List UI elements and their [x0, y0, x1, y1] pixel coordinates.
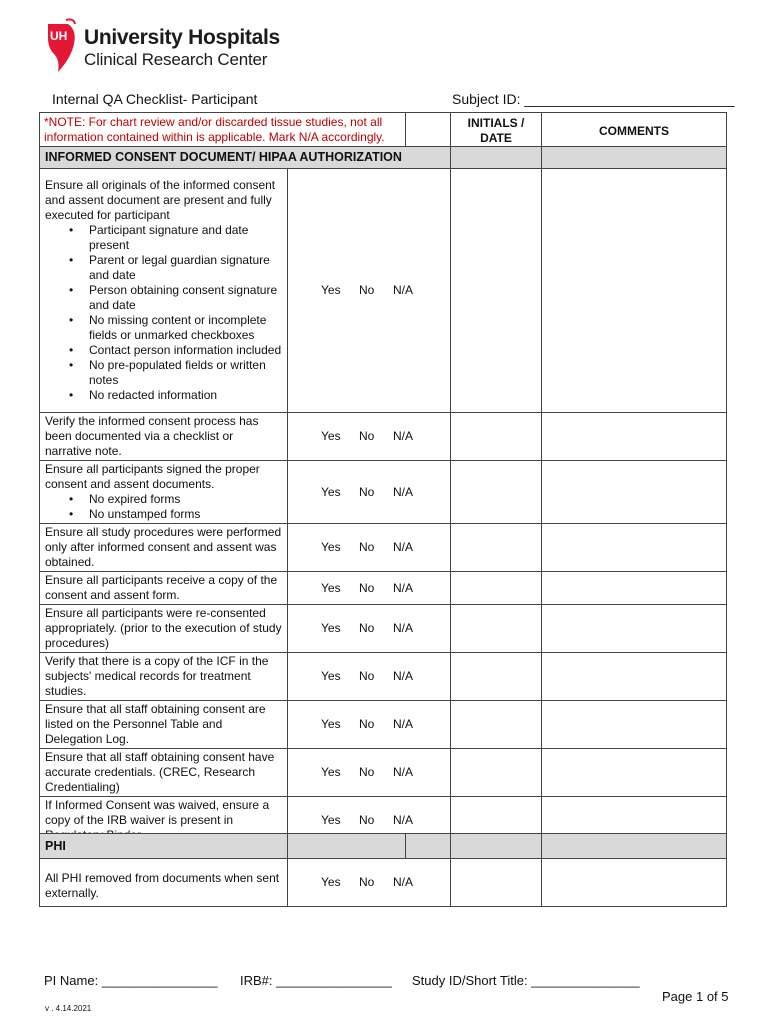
pi-name-field[interactable]: PI Name: ________________	[44, 973, 218, 988]
item-text: Verify the informed consent process has been documented via a checklist or narrative note.	[40, 413, 288, 461]
no-option[interactable]: No	[359, 669, 375, 683]
note-text: *NOTE: For chart review and/or discarded tissue studies, not all information contained within is applicable. Mark N/A accordingly.	[40, 113, 406, 147]
comments-cell[interactable]	[542, 572, 727, 605]
list-item: • Contact person information included	[89, 343, 282, 358]
logo-subtitle: Clinical Research Center	[84, 50, 268, 69]
item-text: If Informed Consent was waived, ensure a copy of the IRB waiver is present in	[40, 797, 288, 845]
logo-title: University Hospitals	[84, 26, 280, 49]
initials-cell[interactable]	[451, 749, 542, 797]
comments-cell[interactable]	[542, 653, 727, 701]
table-row	[40, 413, 727, 461]
item-text: Ensure all participants receive a copy of the consent and assent form.	[40, 572, 288, 605]
yes-option[interactable]: Yes	[321, 429, 341, 443]
na-option[interactable]: N/A	[393, 283, 414, 297]
table-row	[40, 605, 727, 653]
no-option[interactable]: No	[359, 580, 375, 595]
na-option[interactable]: N/A	[393, 580, 414, 595]
comments-cell[interactable]	[542, 169, 727, 413]
no-option[interactable]: No	[359, 621, 375, 635]
yes-no-na-options[interactable]	[288, 572, 451, 605]
table-row	[40, 859, 727, 907]
yes-option[interactable]: Yes	[321, 484, 341, 499]
no-option[interactable]: No	[359, 540, 375, 554]
na-option[interactable]: N/A	[393, 484, 414, 499]
yes-option[interactable]: Yes	[321, 283, 341, 297]
no-option[interactable]: No	[359, 283, 375, 297]
item-text: Ensure all originals of the informed consent and assent document are present and fully executed for participant	[45, 178, 276, 222]
version-label: v . 4.14.2021	[45, 1004, 92, 1013]
logo-mark-text: UH	[50, 29, 68, 43]
na-option[interactable]: N/A	[393, 621, 414, 635]
list-item: • No unstamped forms	[89, 507, 282, 522]
comments-cell[interactable]	[542, 524, 727, 572]
no-option[interactable]: No	[359, 813, 375, 827]
comments-cell[interactable]	[542, 413, 727, 461]
no-option[interactable]: No	[359, 429, 375, 443]
na-option[interactable]: N/A	[393, 669, 414, 683]
comments-cell[interactable]	[542, 701, 727, 749]
section-informed-consent-title: INFORMED CONSENT DOCUMENT/ HIPAA AUTHORIZATION	[40, 147, 451, 169]
subject-id-field[interactable]: Subject ID: ___________________________	[452, 91, 735, 107]
initials-cell[interactable]	[451, 524, 542, 572]
initials-cell[interactable]	[451, 605, 542, 653]
table-row	[40, 524, 727, 572]
list-item: • No pre-populated fields or written notes	[89, 358, 282, 388]
item-text: Ensure all participants were re-consented appropriately. (prior to the execution of study procedures)	[40, 605, 288, 653]
list-item: • No redacted information	[89, 388, 282, 403]
na-option[interactable]: N/A	[393, 813, 414, 827]
list-item: • Participant signature and date present	[89, 223, 282, 253]
yes-no-na-options[interactable]	[288, 653, 451, 701]
yes-option[interactable]: Yes	[321, 813, 341, 827]
yes-option[interactable]: Yes	[321, 580, 341, 595]
comments-cell[interactable]	[542, 749, 727, 797]
no-option[interactable]: No	[359, 717, 375, 731]
table-row	[40, 701, 727, 749]
table-row	[40, 572, 727, 605]
item-text: Ensure all participants signed the proper consent and assent documents.	[45, 462, 260, 491]
yes-no-na-options[interactable]	[288, 169, 451, 413]
yes-option[interactable]: Yes	[321, 765, 341, 779]
comments-cell[interactable]	[542, 461, 727, 524]
item-text: Ensure that all staff obtaining consent have accurate credentials. (CREC, Research Credentialing)	[40, 749, 288, 797]
item-text: Verify that there is a copy of the ICF in the subjects' medical records for treatment studies.	[40, 653, 288, 701]
na-option[interactable]: N/A	[393, 717, 414, 731]
comments-cell[interactable]	[542, 859, 727, 907]
no-option[interactable]: No	[359, 875, 375, 889]
initials-cell[interactable]	[451, 859, 542, 907]
yes-option[interactable]: Yes	[321, 621, 341, 635]
study-title-field[interactable]: Study ID/Short Title: _______________	[412, 973, 640, 988]
section-phi-title: PHI	[40, 834, 288, 859]
yes-no-na-options[interactable]	[288, 461, 451, 524]
uh-logo-icon	[44, 18, 78, 74]
yes-no-na-options[interactable]	[288, 605, 451, 653]
table-row	[40, 169, 727, 413]
page-number: Page 1 of 5	[662, 989, 729, 1004]
irb-number-field[interactable]: IRB#: ________________	[240, 973, 392, 988]
na-option[interactable]: N/A	[393, 429, 414, 443]
yes-option[interactable]: Yes	[321, 669, 341, 683]
no-option[interactable]: No	[359, 484, 375, 499]
item-text: All PHI removed from documents when sent externally.	[40, 859, 288, 907]
item-text: Ensure that all staff obtaining consent are listed on the Personnel Table and Delegation Log.	[40, 701, 288, 749]
na-option[interactable]: N/A	[393, 875, 414, 889]
yes-no-na-options[interactable]	[288, 524, 451, 572]
initials-date-header: INITIALS / DATE	[451, 113, 542, 147]
list-item: • Parent or legal guardian signature and date	[89, 253, 282, 283]
na-option[interactable]: N/A	[393, 765, 414, 779]
yes-no-na-options[interactable]	[288, 413, 451, 461]
initials-cell[interactable]	[451, 653, 542, 701]
table-row	[40, 461, 727, 524]
comments-cell[interactable]	[542, 605, 727, 653]
yes-no-na-options[interactable]	[288, 859, 451, 907]
na-option[interactable]: N/A	[393, 540, 414, 554]
yes-option[interactable]: Yes	[321, 875, 341, 889]
table-row	[40, 749, 727, 797]
initials-cell[interactable]	[451, 572, 542, 605]
document-title: Internal QA Checklist- Participant	[52, 91, 258, 107]
list-item: • No missing content or incomplete fields or unmarked checkboxes	[89, 313, 282, 343]
table-row	[40, 653, 727, 701]
comments-header: COMMENTS	[542, 113, 727, 147]
list-item: • No expired forms	[89, 492, 282, 507]
initials-cell[interactable]	[451, 461, 542, 524]
list-item: • Person obtaining consent signature and date	[89, 283, 282, 313]
initials-cell[interactable]	[451, 701, 542, 749]
phi-table	[39, 833, 727, 907]
yes-no-na-options[interactable]	[288, 701, 451, 749]
yes-no-na-options[interactable]	[288, 749, 451, 797]
no-option[interactable]: No	[359, 765, 375, 779]
yes-option[interactable]: Yes	[321, 717, 341, 731]
checklist-table	[39, 112, 727, 845]
yes-option[interactable]: Yes	[321, 540, 341, 554]
initials-cell[interactable]	[451, 169, 542, 413]
initials-cell[interactable]	[451, 413, 542, 461]
item-text: Ensure all study procedures were performed only after informed consent and assent was obtained.	[40, 524, 288, 572]
